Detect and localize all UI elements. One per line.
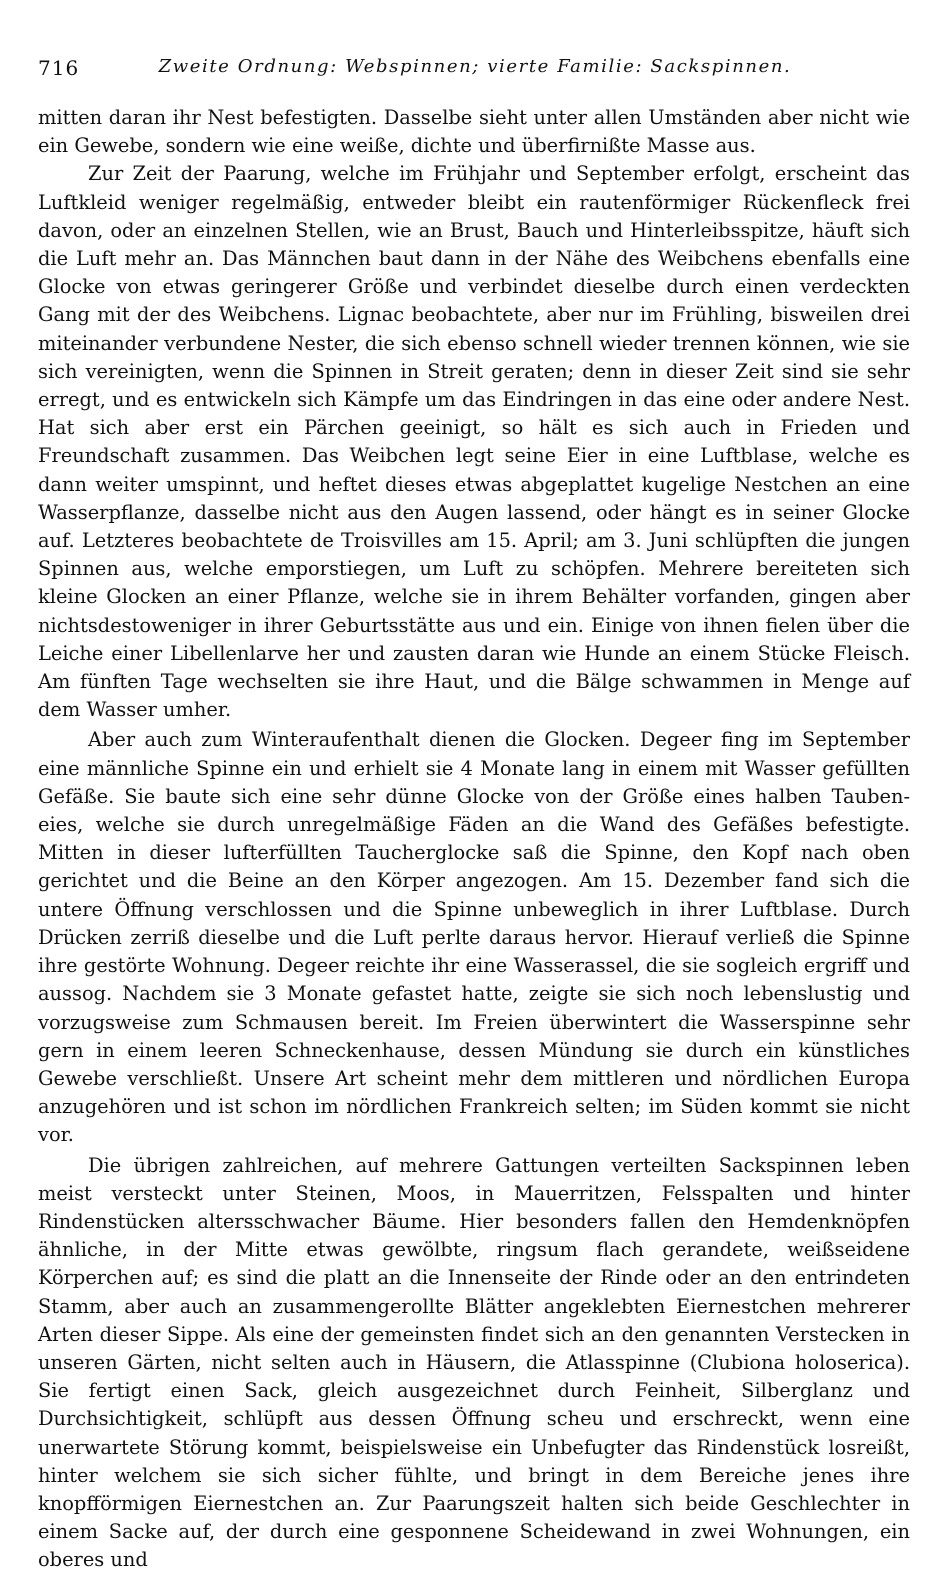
paragraph-winter: Aber auch zum Winteraufenthalt dienen die Glocken. Degeer fing im September eine männliche Spinne ein und erhielt sie 4 Monate lang in einem mit Wasser gefüllten Gefäße. Sie baute sich eine sehr dünne Glocke von der Größe eines halben Tauben- eies, welche sie durch unregelmäßige Fäden an die Wand des Gefäßes befestigte. Mitten in dieser lufterfüllten Taucherglocke saß die Spinne, den Kopf nach oben gerichtet und die Beine an den Körper angezogen. Am 15. Dezember fand sich die untere Öffnung verschlossen und die Spinne unbeweglich in ihrer Luftblase. Durch Drücken zerriß dieselbe und die Luft perlte daraus hervor. Hierauf verließ die Spinne ihre gestörte Wohnung. Degeer reichte ihr eine Wasserassel, die sie sogleich ergriff und aussog. Nachdem sie 3 Monate gefastet hatte, zeigte sie sich noch lebenslustig und vorzugsweise zum Schmausen bereit. Im Freien überwintert die Wasserspinne sehr gern in einem leeren Schneckenhause, dessen Mündung sie durch ein künstliches Gewebe verschließt. Unsere Art scheint mehr dem mittleren und nördlichen Europa anzugehören und ist schon im nördlichen Frankreich selten; im Süden kommt sie nicht vor. [38,728,910,1147]
page-number: 716 [38,56,80,80]
body-text [38,104,910,1575]
running-title: Zweite Ordnung: Webspinnen; vierte Familie: Sackspinnen. [158,56,792,77]
paragraph-mating: Zur Zeit der Paarung, welche im Frühjahr und September erfolgt, erscheint das Luftkleid weniger regelmäßig, entweder bleibt ein rautenförmiger Rückenfleck frei davon, oder an einzelnen Stellen, wie an Brust, Bauch und Hinterleibsspitze, häuft sich die Luft mehr an. Das Männchen baut dann in der Nähe des Weibchens ebenfalls eine Glocke von etwas geringerer Größe und verbindet dieselbe durch einen verdeckten Gang mit der des Weibchens. Lignac beobachtete, aber nur im Frühling, bisweilen drei miteinander verbundene Nester, die sich ebenso schnell wieder trennen können, wie sie sich vereinigten, wenn die Spinnen in Streit geraten; denn in dieser Zeit sind sie sehr erregt, und es entwickeln sich Kämpfe um das Eindringen in das eine oder andere Nest. Hat sich aber erst ein Pärchen geeinigt, so hält es sich auch in Frieden und Freundschaft zusammen. Das Weibchen legt seine Eier in eine Luftblase, welche es dann weiter umspinnt, und heftet dieses etwas abgeplattet kugelige Nestchen an eine Wasserpflanze, dasselbe nicht aus den Augen lassend, oder hängt es in seiner Glocke auf. Letzteres beobachtete de Troisvilles am 15. April; am 3. Juni schlüpften die jungen Spinnen aus, welche emporstiegen, um Luft zu schöpfen. Mehrere bereiteten sich kleine Glocken an einer Pflanze, welche sie in ihrem Behälter vorfanden, gingen aber nichtsdestoweniger in ihrer Geburtsstätte aus und ein. Einige von ihnen fielen über die Leiche einer Libellenlarve her und zausten daran wie Hunde an einem Stücke Fleisch. Am fünften Tage wechselten sie ihre Haut, und die Bälge schwammen in Menge auf dem Wasser umher. [38,162,910,722]
page-header [38,56,912,88]
paragraph-continuation: mitten daran ihr Nest befestigten. Dasselbe sieht unter allen Umständen aber nicht wie ein Gewebe, sondern wie eine weiße, dichte und überfirnißte Masse aus. [38,106,910,158]
paragraph-other-sac-spiders: Die übrigen zahlreichen, auf mehrere Gattungen verteilten Sackspinnen leben meist versteckt unter Steinen, Moos, in Mauerritzen, Felsspalten und hinter Rindenstücken altersschwacher Bäume. Hier besonders fallen den Hemdenknöpfen ähnliche, in der Mitte etwas gewölbte, ringsum flach gerandete, weißseidene Körperchen auf; es sind die platt an die Innenseite der Rinde oder an den entrindeten Stamm, aber auch an zusammengerollte Blätter angeklebten Eiernestchen mehrerer Arten dieser Sippe. Als eine der gemeinsten findet sich an den genannten Verstecken in unseren Gärten, nicht selten auch in Häusern, die Atlasspinne (Clubiona holoserica). Sie fertigt einen Sack, gleich ausgezeichnet durch Feinheit, Silberglanz und Durchsichtigkeit, schlüpft aus dessen Öffnung scheu und erschreckt, wenn eine unerwartete Störung kommt, beispielsweise ein Unbefugter das Rindenstück losreißt, hinter welchem sie sich sicher fühlte, und bringt in dem Bereiche jenes ihre knopfförmigen Eiernestchen an. Zur Paarungszeit halten sich beide Geschlechter in einem Sacke auf, der durch eine gesponnene Scheidewand in zwei Wohnungen, ein oberes und [38,1153,910,1572]
